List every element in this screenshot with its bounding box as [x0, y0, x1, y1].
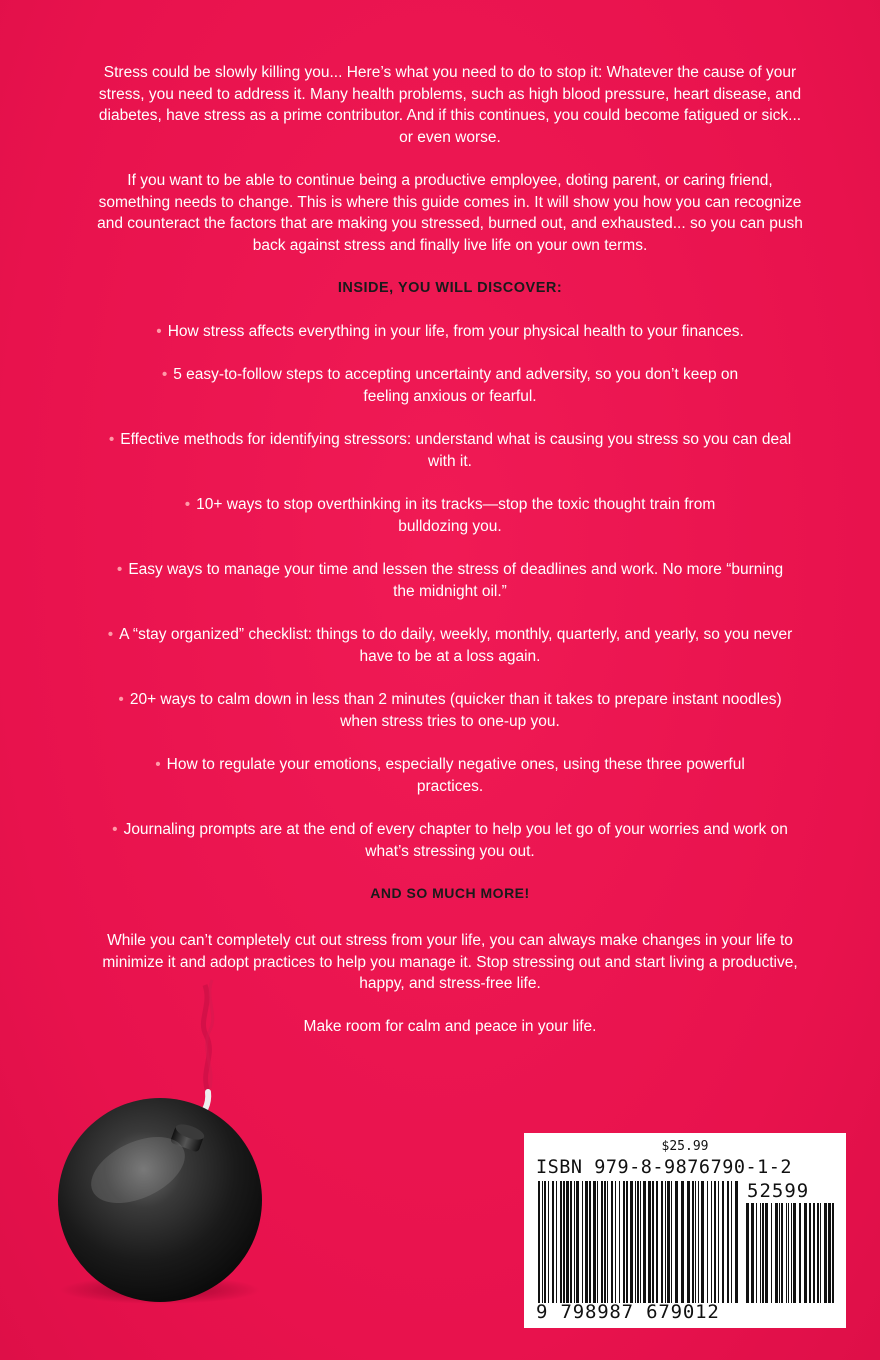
bullet-dot: •: [112, 821, 118, 838]
list-item: [90, 559, 810, 603]
list-item: [90, 321, 810, 343]
list-item: [90, 624, 810, 668]
bullet-text: Effective methods for identifying stressors: understand what is causing you stress so you can deal with it.: [120, 431, 792, 470]
barcode-box: [524, 1133, 846, 1328]
bullet-text: 20+ ways to calm down in less than 2 minutes (quicker than it takes to prepare instant noodles) when stress tries to one-up you.: [129, 691, 782, 730]
list-item: [90, 429, 810, 473]
isbn-label: ISBN 979-8-9876790-1-2: [536, 1157, 793, 1178]
bullet-text: 5 easy-to-follow steps to accepting uncertainty and adversity, so you don’t keep on feeling anxious or fearful.: [173, 366, 739, 405]
bullet-text: Journaling prompts are at the end of every chapter to help you let go of your worries and work on what’s stressing you out.: [123, 821, 788, 860]
list-item: [90, 364, 810, 408]
bullet-dot: •: [108, 431, 115, 448]
bullet-text: Easy ways to manage your time and lessen the stress of deadlines and work. No more “burning the midnight oil.”: [128, 561, 784, 600]
bullet-dot: •: [107, 626, 114, 643]
list-item: [90, 819, 810, 863]
discover-heading: INSIDE, YOU WILL DISCOVER:: [337, 280, 563, 296]
intro-paragraph-1: Stress could be slowly killing you... Here’s what you need to do to stop it: Whatever the cause of your stress, you need to address it. Many health problems, such as high blood pressure, heart disease, and diabetes, have stress as a prime contributor. And if this continues, you could become fatigued or sick... or even worse.: [98, 64, 802, 146]
bullet-text: How to regulate your emotions, especially negative ones, using these three powerful practices.: [166, 756, 745, 795]
bullet-dot: •: [184, 496, 191, 513]
list-item: [90, 754, 810, 798]
bomb-icon: [40, 960, 300, 1320]
closing-paragraph-2: Make room for calm and peace in your life.: [303, 1018, 597, 1035]
bullet-text: 10+ ways to stop overthinking in its tracks—stop the toxic thought train from bulldozing you.: [196, 496, 716, 535]
bullet-dot: •: [155, 756, 161, 773]
smoke-icon: [203, 980, 212, 1092]
price-label: $25.99: [661, 1139, 709, 1154]
intro-paragraph-2: If you want to be able to continue being a productive employee, doting parent, or caring friend, something needs to change. This is where this guide comes in. It will show you how you can recognize and counteract the factors that are making you stressed, burned out, and exhausted... so you can push back against stress and finally live life on your own terms.: [97, 172, 803, 254]
more-heading: AND SO MUCH MORE!: [370, 885, 530, 901]
list-item: [90, 494, 810, 538]
barcode-icon: [538, 1181, 738, 1303]
bullet-dot: •: [118, 691, 124, 708]
list-item: [90, 689, 810, 733]
barcode-digits: 9 798987 679012: [536, 1301, 720, 1323]
closing-paragraph-1: While you can’t completely cut out stress from your life, you can always make changes in your life to minimize it and adopt practices to help you manage it. Stop stressing out and start living a productive, happy, and stress-free life.: [102, 932, 798, 992]
bullet-text: How stress affects everything in your life, from your physical health to your finances.: [167, 323, 744, 340]
bullet-dot: •: [161, 366, 168, 383]
supplement-number: 52599: [747, 1180, 810, 1202]
bullet-dot: •: [156, 323, 162, 340]
supplement-barcode-icon: [746, 1203, 836, 1303]
bullet-text: A “stay organized” checklist: things to do daily, weekly, monthly, quarterly, and yearly, so you never have to be at a loss again.: [119, 626, 793, 665]
bullet-dot: •: [116, 561, 123, 578]
